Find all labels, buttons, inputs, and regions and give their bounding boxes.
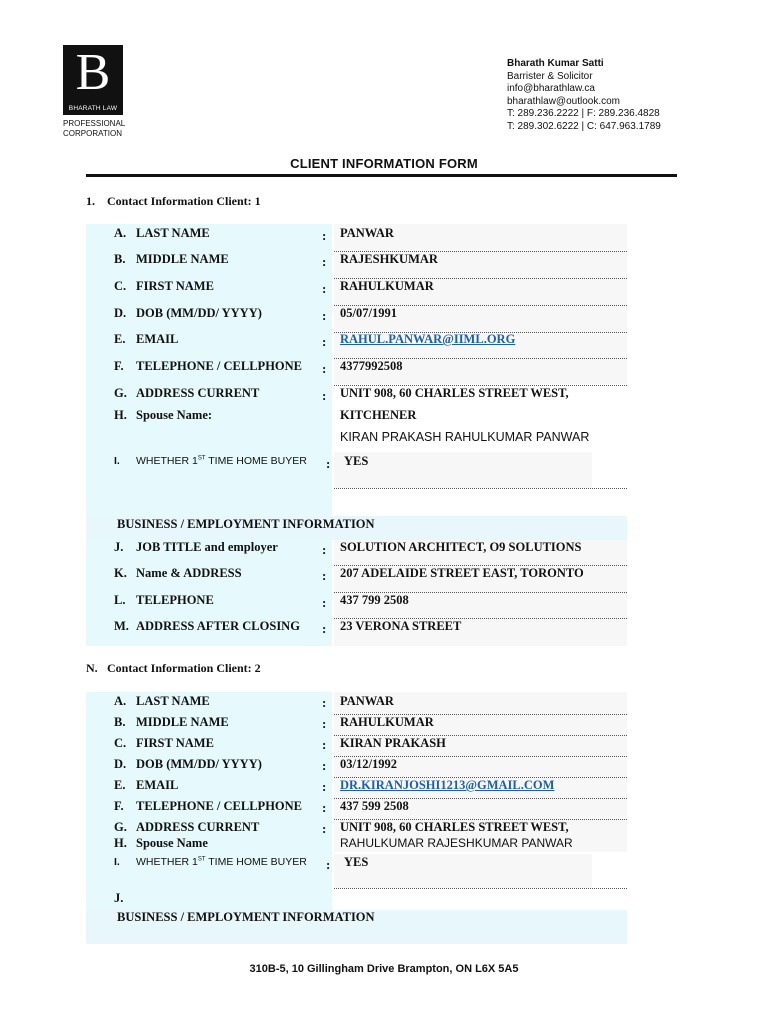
row-letter: G. [114, 386, 127, 400]
form-row [86, 715, 627, 736]
form-row [86, 694, 627, 715]
buyer-label: WHETHER 1ST TIME HOME BUYER [136, 856, 307, 868]
row-letter: A. [114, 226, 127, 240]
row-letter: D. [114, 306, 127, 320]
footer-address: 310B-5, 10 Gillingham Drive Brampton, ON L6X 5A5 [249, 963, 519, 975]
row-colon: : [326, 857, 331, 872]
form-row [86, 306, 627, 333]
form-row [86, 799, 627, 820]
logo-sub-line-2: CORPORATION [63, 128, 122, 138]
row-letter: I. [114, 856, 120, 868]
employer-address-value[interactable]: 207 ADELAIDE STREET EAST, TORONTO [334, 566, 627, 593]
buyer-label: WHETHER 1ST TIME HOME BUYER [136, 455, 307, 467]
row-label: TELEPHONE [136, 593, 214, 607]
row-colon: : [322, 388, 327, 403]
last-name-value[interactable]: PANWAR [334, 694, 627, 715]
middle-name-value[interactable]: RAJESHKUMAR [334, 252, 627, 279]
row-letter: H. [114, 408, 127, 422]
row-letter: L. [114, 593, 126, 607]
contact-email-2: bharathlaw@outlook.com [507, 95, 620, 107]
row-label: JOB TITLE and employer [136, 540, 278, 554]
row-colon: : [322, 621, 327, 636]
row-colon: : [322, 281, 327, 296]
contact-phone-2: T: 289.302.6222 | C: 647.963.1789 [507, 120, 661, 132]
row-letter-j: J. [114, 891, 124, 905]
row-label: ADDRESS CURRENT [136, 820, 260, 834]
form-row [86, 332, 627, 359]
row-letter: E. [114, 778, 126, 792]
spouse-label: Spouse Name [136, 836, 208, 850]
row-colon: : [322, 542, 327, 557]
form-title: CLIENT INFORMATION FORM [290, 156, 478, 171]
email-link[interactable]: DR.KIRANJOSHI1213@GMAIL.COM [340, 778, 555, 792]
first-name-value[interactable]: KIRAN PRAKASH [334, 736, 627, 757]
client2-business-heading: BUSINESS / EMPLOYMENT INFORMATION [117, 910, 375, 924]
row-colon: : [322, 800, 327, 815]
form-row [86, 757, 627, 778]
row-letter: C. [114, 736, 127, 750]
row-letter: F. [114, 799, 124, 813]
work-telephone-value[interactable]: 437 799 2508 [334, 593, 627, 619]
row-colon: : [322, 568, 327, 583]
row-colon: : [322, 695, 327, 710]
first-time-buyer-value[interactable]: YES [334, 855, 627, 889]
row-letter: C. [114, 279, 127, 293]
row-colon: : [322, 361, 327, 376]
row-label: TELEPHONE / CELLPHONE [136, 799, 303, 813]
row-label: Name & ADDRESS [136, 566, 242, 580]
row-letter: F. [114, 359, 124, 373]
job-title-value[interactable]: SOLUTION ARCHITECT, O9 SOLUTIONS [334, 540, 627, 566]
telephone-value[interactable]: 437 599 2508 [334, 799, 627, 820]
form-row [86, 279, 627, 306]
form-row [86, 778, 627, 799]
row-letter: D. [114, 757, 127, 771]
form-row [86, 408, 627, 430]
middle-name-value[interactable]: RAHULKUMAR [334, 715, 627, 736]
client1-heading-number: 1. [86, 194, 95, 208]
form-row [86, 386, 627, 408]
row-label: MIDDLE NAME [136, 715, 229, 729]
contact-phone-1: T: 289.236.2222 | F: 289.236.4828 [507, 108, 660, 120]
form-row [86, 252, 627, 279]
logo-name: BHARATH LAW [68, 105, 118, 112]
firm-logo [63, 45, 123, 115]
form-row [86, 820, 627, 837]
row-letter: E. [114, 332, 126, 346]
form-row [86, 540, 627, 566]
row-label: TELEPHONE / CELLPHONE [136, 359, 303, 373]
form-row [86, 619, 627, 645]
row-colon: : [322, 779, 327, 794]
row-letter: K. [114, 566, 127, 580]
form-row [86, 593, 627, 619]
address-value[interactable]: UNIT 908, 60 CHARLES STREET WEST, [340, 386, 569, 400]
dob-value[interactable]: 05/07/1991 [334, 306, 627, 333]
row-label: FIRST NAME [136, 736, 214, 750]
address-after-closing-value[interactable]: 23 VERONA STREET [340, 619, 462, 633]
spouse-label: Spouse Name: [136, 408, 213, 422]
row-letter: B. [114, 252, 126, 266]
row-label: LAST NAME [136, 226, 210, 240]
contact-email: info@bharathlaw.ca [507, 83, 595, 95]
form-row [86, 566, 627, 593]
form-row [86, 736, 627, 757]
form-row [86, 226, 627, 252]
address-value[interactable]: UNIT 908, 60 CHARLES STREET WEST, [340, 820, 569, 834]
row-letter: G. [114, 820, 127, 834]
row-letter: B. [114, 715, 126, 729]
row-letter: I. [114, 455, 120, 467]
spouse-name-value[interactable]: RAHULKUMAR RAJESHKUMAR PANWAR [340, 836, 573, 850]
row-letter: J. [114, 540, 124, 554]
row-colon: : [322, 716, 327, 731]
spouse-name-value[interactable]: KIRAN PRAKASH RAHULKUMAR PANWAR [340, 430, 590, 444]
row-colon: : [326, 456, 331, 471]
email-link[interactable]: RAHUL.PANWAR@IIML.ORG [340, 332, 516, 346]
form-row [86, 454, 627, 489]
client2-heading: Contact Information Client: 2 [107, 661, 261, 675]
row-colon: : [322, 595, 327, 610]
telephone-value[interactable]: 4377992508 [334, 359, 627, 386]
row-label: DOB (MM/DD/ YYYY) [136, 757, 262, 771]
form-row [86, 359, 627, 386]
address-line-2-value[interactable]: KITCHENER [340, 408, 417, 422]
row-colon: : [322, 737, 327, 752]
row-letter: H. [114, 836, 127, 850]
row-label: LAST NAME [136, 694, 210, 708]
row-label: EMAIL [136, 778, 179, 792]
form-row [86, 430, 627, 452]
row-colon: : [322, 334, 327, 349]
row-colon: : [322, 254, 327, 269]
title-rule [86, 174, 677, 177]
contact-line: Barrister & Solicitor [507, 70, 593, 82]
row-colon: : [322, 228, 327, 243]
logo-subtitle [63, 119, 125, 138]
row-label: ADDRESS CURRENT [136, 386, 260, 400]
row-letter: M. [114, 619, 129, 633]
row-label: DOB (MM/DD/ YYYY) [136, 306, 262, 320]
row-label: EMAIL [136, 332, 179, 346]
contact-block [507, 58, 661, 134]
row-label: ADDRESS AFTER CLOSING [136, 619, 300, 633]
row-colon: : [322, 758, 327, 773]
row-label: FIRST NAME [136, 279, 214, 293]
contact-name: Bharath Kumar Satti [507, 58, 604, 69]
logo-sub-line-1: PROFESSIONAL [63, 119, 126, 128]
row-colon: : [322, 821, 327, 836]
client1-heading: Contact Information Client: 1 [107, 194, 261, 208]
client1-business-heading: BUSINESS / EMPLOYMENT INFORMATION [117, 517, 375, 531]
client2-heading-number: N. [86, 661, 98, 675]
row-label: MIDDLE NAME [136, 252, 229, 266]
row-colon: : [322, 308, 327, 323]
row-letter: A. [114, 694, 127, 708]
logo-letter: B [75, 44, 111, 101]
dob-value[interactable]: 03/12/1992 [334, 757, 627, 778]
last-name-value[interactable]: PANWAR [334, 226, 627, 252]
first-name-value[interactable]: RAHULKUMAR [334, 279, 627, 306]
first-time-buyer-value[interactable]: YES [334, 454, 627, 489]
form-row [86, 855, 627, 889]
form-row [86, 836, 627, 854]
